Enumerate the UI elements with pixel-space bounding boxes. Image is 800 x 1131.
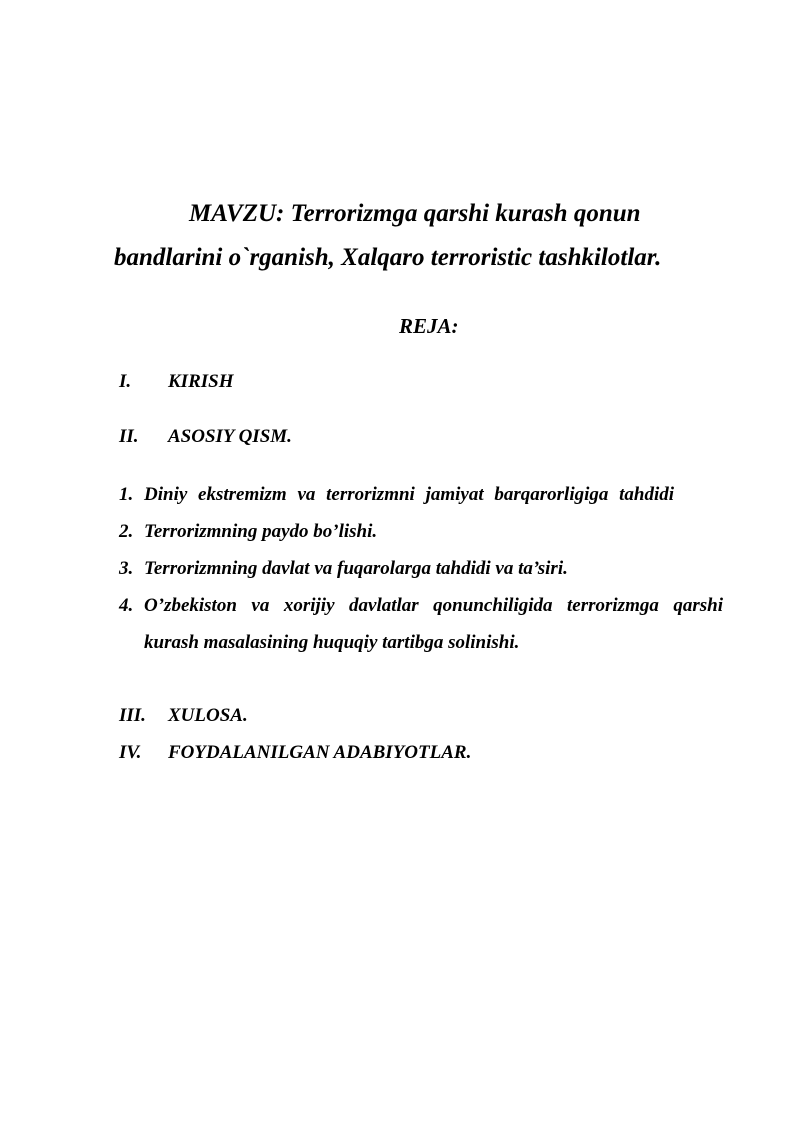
section-label: ASOSIY QISM.: [168, 426, 292, 447]
section-item-intro: [119, 371, 233, 393]
document-title: [114, 192, 734, 280]
subsection-item: [119, 587, 723, 661]
subsection-item: [119, 476, 723, 513]
section-label: FOYDALANILGAN ADABIYOTLAR.: [168, 742, 472, 763]
subsection-text: Diniy ekstremizm va terrorizmni jamiyat barqarorligiga tahdidi: [144, 484, 675, 505]
subsection-number: 1.: [119, 484, 134, 505]
section-item-references: [119, 742, 471, 764]
title-line-1: MAVZU: Terrorizmga qarshi kurash qonun: [189, 200, 641, 227]
subsection-number: 4.: [119, 595, 134, 616]
subsection-item: [119, 513, 723, 550]
subsection-item: [119, 550, 723, 587]
section-number: III.: [119, 705, 146, 726]
section-label: XULOSA.: [168, 705, 248, 726]
subsection-number: 2.: [119, 521, 134, 542]
title-line-2: bandlarini o`rganish, Xalqaro terroristic tashkilotlar.: [114, 244, 662, 271]
subsection-number: 3.: [119, 558, 134, 579]
section-number: I.: [119, 371, 132, 392]
subsection-text: Terrorizmning davlat va fuqarolarga tahdidi va ta’siri.: [144, 558, 568, 579]
plan-heading: REJA:: [399, 314, 459, 338]
section-item-main: [119, 426, 292, 448]
subsection-text: O’zbekiston va xorijiy davlatlar qonunchiligida terrorizmga qarshi kurash masalasining huquqiy tartibga solinishi.: [144, 595, 723, 653]
subsection-text: Terrorizmning paydo bo’lishi.: [144, 521, 378, 542]
section-item-conclusion: [119, 705, 248, 727]
section-number: II.: [119, 426, 139, 447]
section-label: KIRISH: [168, 371, 234, 392]
section-number: IV.: [119, 742, 142, 763]
subsection-list: [119, 476, 723, 661]
